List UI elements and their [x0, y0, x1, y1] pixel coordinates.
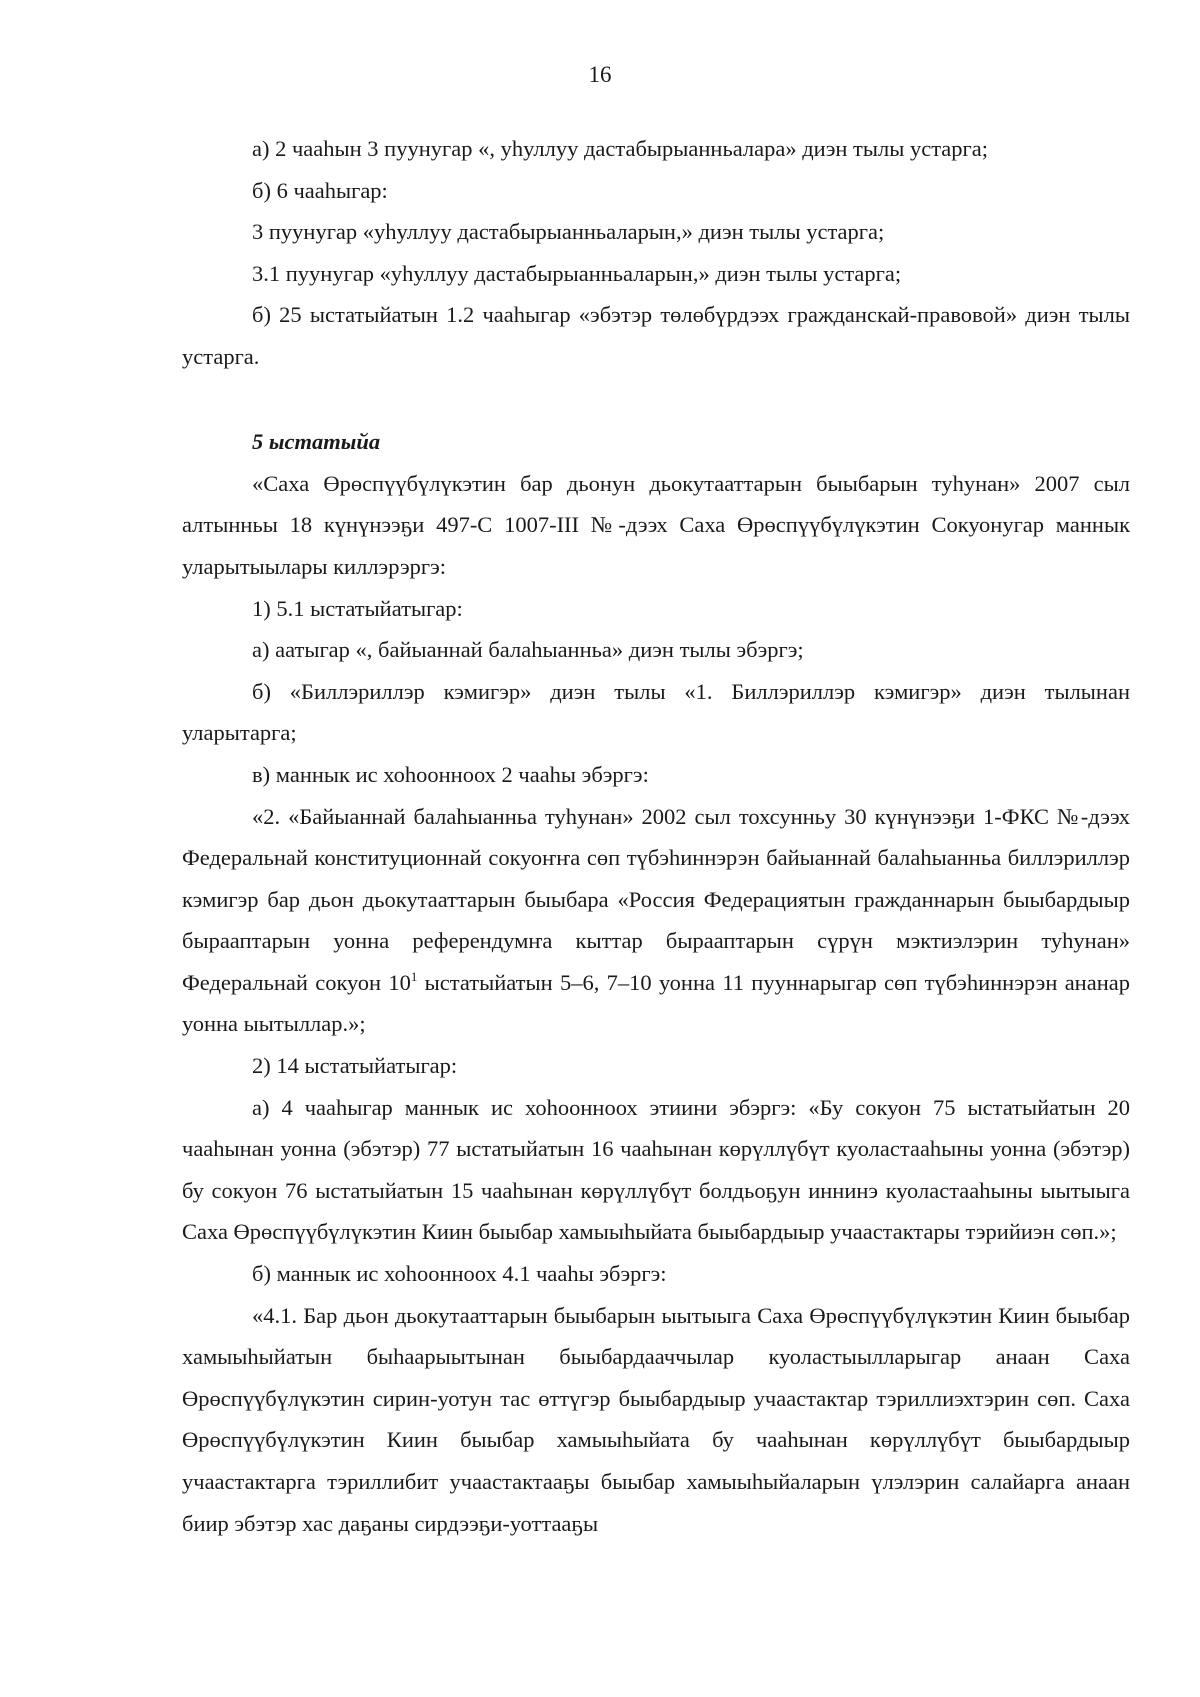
paragraph: а) аатыгар «, байыаннай балаһыанньа» диэн тылы эбэргэ;	[252, 637, 804, 663]
paragraph: 3.1 пуунугар «уһуллуу дастабырыанньаларын,» диэн тылы устарга;	[252, 260, 902, 286]
document-body	[182, 128, 1130, 1544]
paragraph: б) маннык ис хоһоонноох 4.1 чааһы эбэргэ:	[252, 1261, 667, 1287]
paragraph: 3 пуунугар «уһуллуу дастабырыанньаларын,» диэн тылы устарга;	[252, 219, 885, 245]
paragraph: 1) 5.1 ыстатыйатыгар:	[252, 595, 463, 621]
paragraph: б) 6 чааһыгар:	[252, 177, 388, 203]
paragraph: «4.1. Бар дьон дьокутааттарын быыбарын ыытыыга Саха Өрөспүүбүлүкэтин Киин быыбар хамыыһыйатын быһаарыытынан быыбардааччылар куоластыылларыгар анаан Саха Өрөспүүбүлүкэтин сирин-уотун тас өттүгэр быыбардыыр учаастактар тэриллиэхтэрин сөп. Саха Өрөспүүбүлүкэтин Киин быыбар хамыыһыйата бу чааһынан көрүллүбүт быыбардыыр учаастактарга тэриллибит учаастактааҕы быыбар хамыыһыйаларын үлэлэрин салайарга анаан биир эбэтэр хас даҕаны сирдээҕи-уоттааҕы	[182, 1302, 1130, 1536]
paragraph: а) 4 чааһыгар маннык ис хоһоонноох этиини эбэргэ: «Бу сокуон 75 ыстатыйатын 20 чааһынан уонна (эбэтэр) 77 ыстатыйатын 16 чааһынан көрүллүбүт куоластааһыны уонна (эбэтэр) бу сокуон 76 ыстатыйатын 15 чааһынан көрүллүбүт болдьоҕун иннинэ куоластааһыны ыытыыга Саха Өрөспүүбүлүкэтин Киин быыбар хамыыһыйата быыбардыыр учаастактары тэрийиэн сөп.»;	[182, 1094, 1130, 1245]
paragraph: 2) 14 ыстатыйатыгар:	[252, 1053, 458, 1079]
paragraph	[182, 796, 1130, 1046]
paragraph-text: «2. «Байыаннай балаһыанньа туһунан» 2002 сыл тохсунньу 30 күнүнээҕи 1-ФКС №-дээх Федеральнай конституционнай сокуоҥҥа сөп түбэһиннэрэн байыаннай балаһыанньа биллэриллэр кэмигэр бар дьон дьокутааттарын быыбара «Россия Федерациятын гражданнарын быыбардыыр бырааптарын уонна референдумҥа кыттар бырааптарын сүрүн мэктиэлэрин туһунан» Федеральнай сокуон 10	[182, 803, 1130, 995]
paragraph: б) 25 ыстатыйатын 1.2 чааһыгар «эбэтэр төлөбүрдээх гражданскай-правовой» диэн тылы устарга.	[182, 302, 1130, 369]
article-intro: «Саха Өрөспүүбүлүкэтин бар дьонун дьокутааттарын быыбарын туһунан» 2007 сыл алтынньы 18 күнүнээҕи 497-С 1007-III №-дээх Саха Өрөспүүбүлүкэтин Сокуонугар маннык уларытыылары киллэрэргэ:	[182, 470, 1130, 579]
paragraph: в) маннык ис хоһоонноох 2 чааһы эбэргэ:	[252, 761, 649, 787]
page-number: 16	[588, 62, 612, 87]
paragraph: б) «Биллэриллэр кэмигэр» диэн тылы «1. Биллэриллэр кэмигэр» диэн тылынан уларытарга;	[182, 678, 1130, 746]
article-heading: 5 ыстатыйа	[252, 429, 381, 455]
superscript: 1	[410, 968, 418, 984]
paragraph: а) 2 чааһын 3 пуунугар «, уһуллуу дастабырыанньалара» диэн тылы устарга;	[252, 136, 989, 161]
paragraph-text: ыстатыйатын 5–6, 7–10 уонна 11 пууннарыгар сөп түбэһиннэрэн ананар уонна ыытыллар.»;	[182, 969, 1130, 1037]
